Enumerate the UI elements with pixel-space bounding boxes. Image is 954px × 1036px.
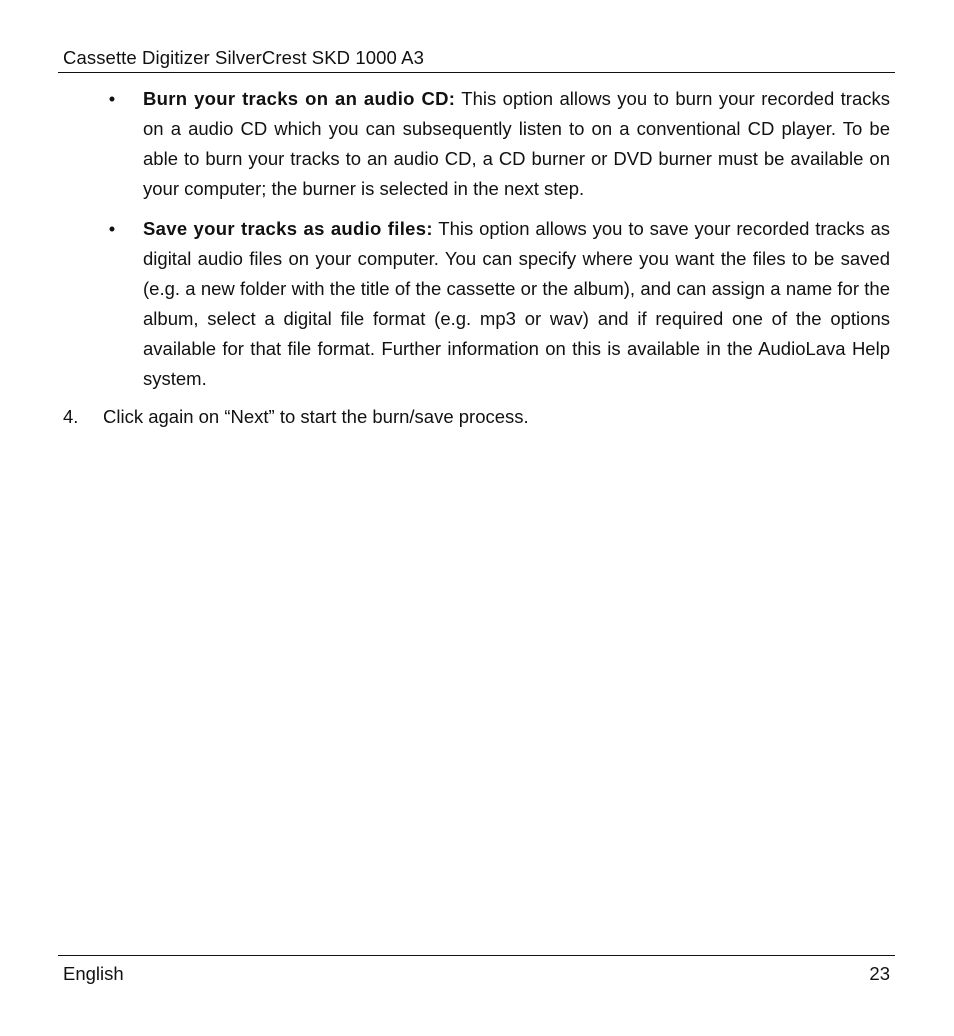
bullet-text: This option allows you to burn your recorded tracks on a audio CD which you can subsequently listen to on a conventional CD player. To be able to burn your tracks to an audio CD, a CD burner or DVD burner must be available on your computer; the burner is selected in the next step. <box>143 88 890 199</box>
bullet-term: Save your tracks as audio files: <box>143 218 433 239</box>
footer-language: English <box>63 963 124 984</box>
step-text: Click again on “Next” to start the burn/save process. <box>103 406 529 427</box>
running-header: Cassette Digitizer SilverCrest SKD 1000 A3 <box>63 47 424 68</box>
bullet-save-audio-files <box>108 214 890 394</box>
header-rule <box>58 72 895 73</box>
page-content <box>0 84 954 432</box>
bullet-burn-audio-cd <box>108 84 890 204</box>
bullet-text: This option allows you to save your recorded tracks as digital audio files on your computer. You can specify where you want the files to be saved (e.g. a new folder with the title of the cassette or the album), and can assign a name for the album, select a digital file format (e.g. mp3 or wav) and if required one of the options available for that file format. Further information on this is available in the AudioLava Help system. <box>143 218 890 389</box>
bullet-dot-icon: • <box>108 218 116 239</box>
footer-rule <box>58 955 895 956</box>
step-4 <box>63 402 890 432</box>
step-number: 4. <box>63 406 79 427</box>
bullet-dot-icon: • <box>108 88 116 109</box>
bullet-term: Burn your tracks on an audio CD: <box>143 88 456 109</box>
page-number: 23 <box>869 963 890 984</box>
